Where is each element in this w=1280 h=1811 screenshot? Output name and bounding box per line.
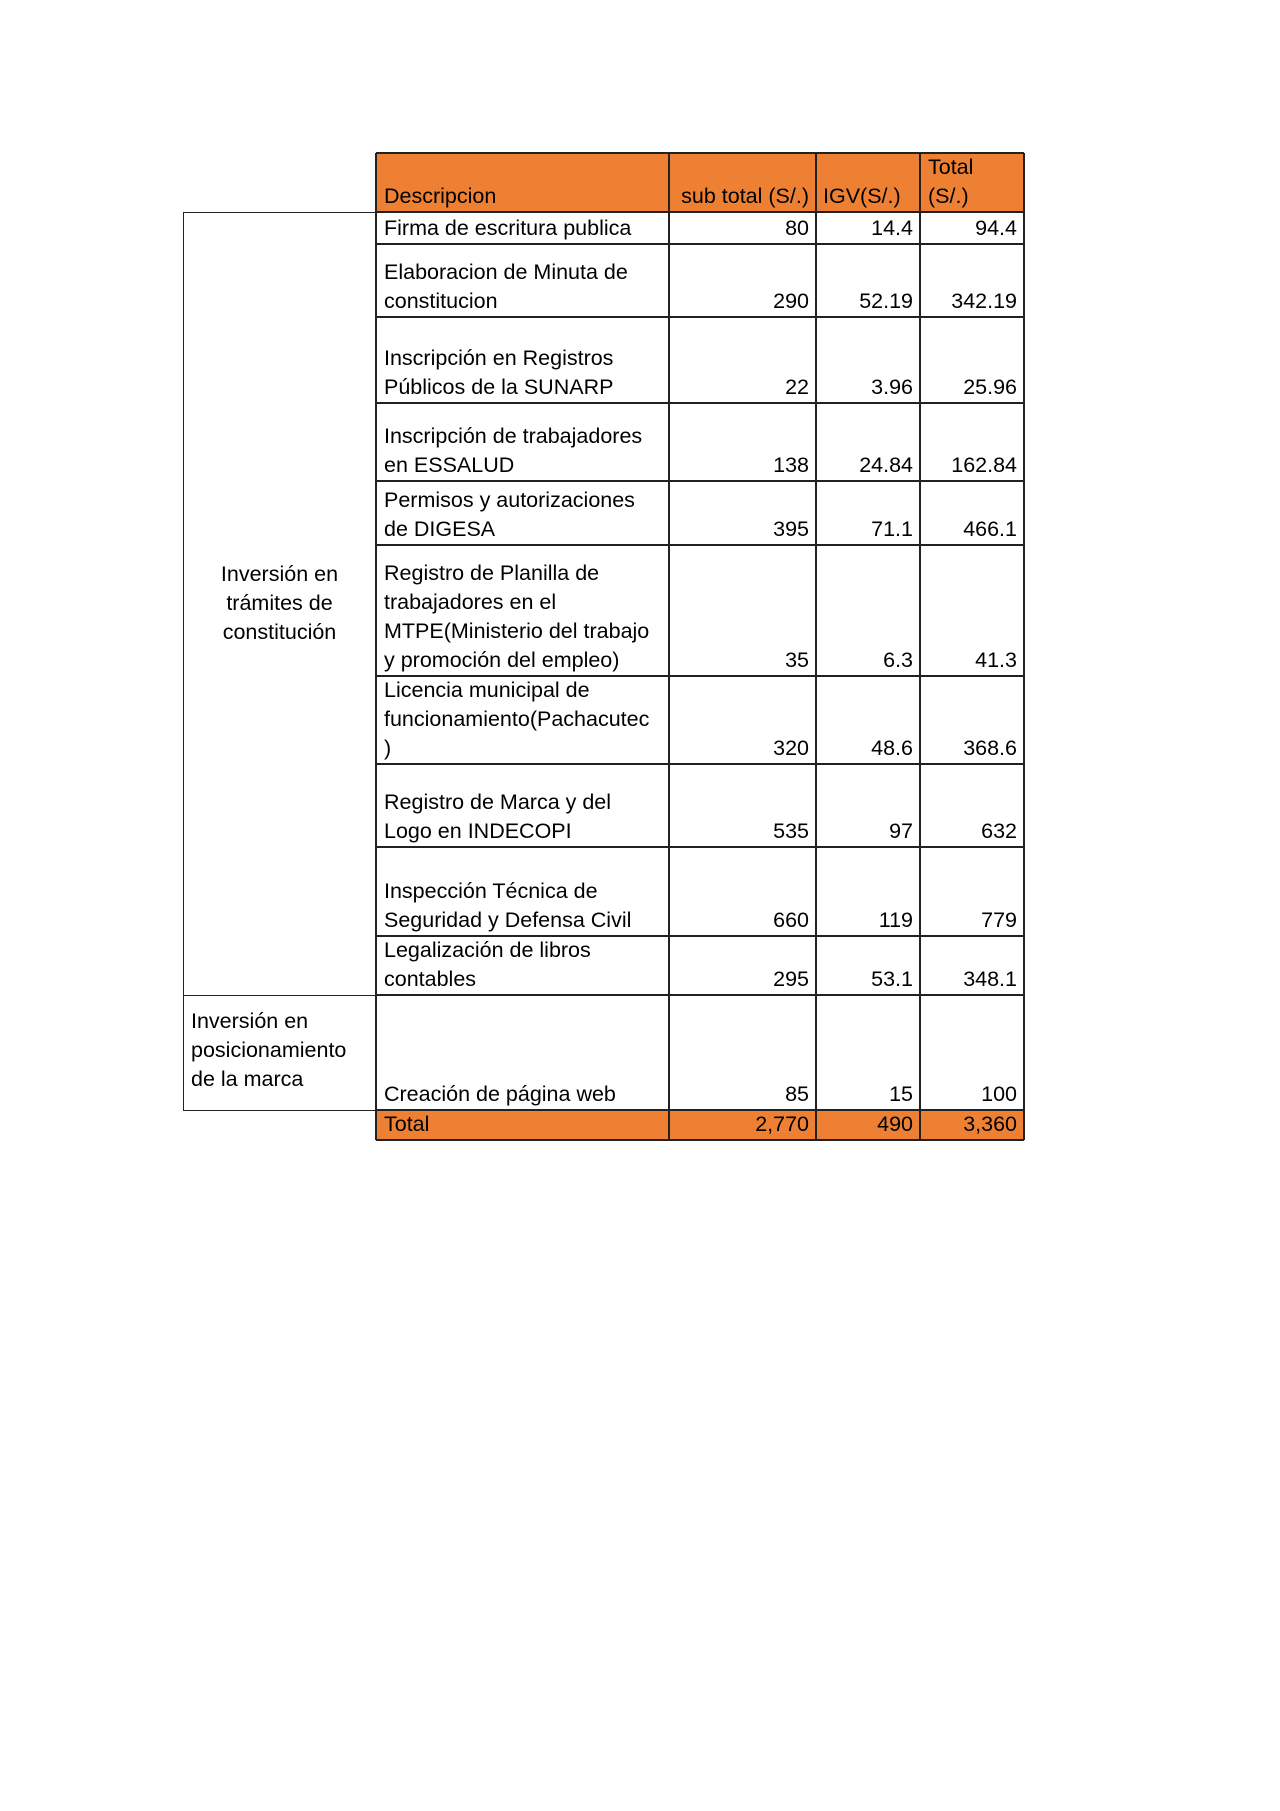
category-label: Inversión en posicionamiento de la marca <box>191 1009 347 1091</box>
row-description <box>376 545 669 676</box>
category-label: Inversión en trámites de constitución <box>220 562 339 644</box>
grid-line-horizontal <box>376 1139 1024 1141</box>
row-description-text: Inscripción de trabajadores en ESSALUD <box>384 424 643 477</box>
row-description <box>376 317 669 403</box>
row-description-text: Licencia municipal de funcionamiento(Pachacutec ) <box>384 678 650 760</box>
row-total <box>920 676 1024 764</box>
grid-line-horizontal <box>376 211 1024 213</box>
row-igv-text: 24.84 <box>859 453 913 477</box>
row-total <box>920 317 1024 403</box>
grid-line-horizontal <box>376 935 1024 937</box>
header-total <box>920 153 1024 212</box>
row-total <box>920 244 1024 317</box>
row-total <box>920 545 1024 676</box>
row-description <box>376 847 669 936</box>
row-subtotal <box>669 481 816 545</box>
row-subtotal-text: 395 <box>773 517 809 541</box>
row-igv <box>816 936 920 995</box>
grid-line-vertical <box>668 153 670 1140</box>
row-igv <box>816 764 920 847</box>
row-subtotal-text: 138 <box>773 453 809 477</box>
header-subtotal <box>669 153 816 212</box>
row-subtotal-text: 535 <box>773 819 809 843</box>
totals-label-text: Total <box>384 1112 430 1136</box>
row-description-text: Legalización de libros contables <box>384 938 591 991</box>
row-total <box>920 847 1024 936</box>
row-description <box>376 676 669 764</box>
grid-line-vertical <box>919 153 921 1140</box>
row-total-text: 162.84 <box>951 453 1017 477</box>
totals-label <box>376 1110 669 1140</box>
header-total-text: Total (S/.) <box>928 155 974 208</box>
row-igv <box>816 676 920 764</box>
totals-total <box>920 1110 1024 1140</box>
row-description-text: Inspección Técnica de Seguridad y Defensa Civil <box>384 879 632 932</box>
grid-line-horizontal <box>376 1109 1024 1111</box>
row-subtotal <box>669 936 816 995</box>
row-igv-text: 71.1 <box>871 517 913 541</box>
row-description <box>376 244 669 317</box>
grid-line-vertical <box>375 153 377 1140</box>
header-descripcion-text: Descripcion <box>384 184 497 208</box>
header-igv <box>816 153 920 212</box>
row-total <box>920 936 1024 995</box>
row-igv <box>816 244 920 317</box>
row-total-text: 100 <box>981 1082 1017 1106</box>
row-igv-text: 14.4 <box>871 216 913 240</box>
header-igv-text: IGV(S/.) <box>823 184 901 208</box>
row-igv-text: 3.96 <box>871 375 913 399</box>
row-description-text: Inscripción en Registros Públicos de la SUNARP <box>384 346 614 399</box>
row-total <box>920 403 1024 481</box>
grid-line-horizontal <box>376 846 1024 848</box>
totals-subtotal <box>669 1110 816 1140</box>
row-description-text: Firma de escritura publica <box>384 216 632 240</box>
row-igv-text: 48.6 <box>871 736 913 760</box>
totals-total-text: 3,360 <box>963 1112 1017 1136</box>
row-igv-text: 97 <box>889 819 913 843</box>
header-subtotal-text: sub total (S/.) <box>681 184 809 208</box>
row-total <box>920 212 1024 244</box>
row-total-text: 41.3 <box>975 648 1017 672</box>
totals-subtotal-text: 2,770 <box>755 1112 809 1136</box>
grid-line-horizontal <box>376 152 1024 154</box>
row-total-text: 632 <box>981 819 1017 843</box>
row-igv <box>816 545 920 676</box>
row-subtotal <box>669 676 816 764</box>
row-description-text: Permisos y autorizaciones de DIGESA <box>384 488 635 541</box>
row-total <box>920 764 1024 847</box>
category-cell <box>183 212 376 995</box>
row-subtotal <box>669 403 816 481</box>
row-subtotal <box>669 212 816 244</box>
row-subtotal-text: 660 <box>773 908 809 932</box>
row-total-text: 779 <box>981 908 1017 932</box>
row-igv <box>816 481 920 545</box>
row-description-text: Creación de página web <box>384 1082 616 1106</box>
row-description <box>376 995 669 1110</box>
row-description <box>376 403 669 481</box>
row-subtotal <box>669 244 816 317</box>
row-subtotal-text: 85 <box>785 1082 809 1106</box>
row-igv-text: 15 <box>889 1082 913 1106</box>
row-igv-text: 6.3 <box>883 648 913 672</box>
grid-line-horizontal <box>376 544 1024 546</box>
row-total-text: 342.19 <box>951 289 1017 313</box>
row-igv <box>816 995 920 1110</box>
row-description-text: Registro de Marca y del Logo en INDECOPI <box>384 790 612 843</box>
row-igv-text: 53.1 <box>871 967 913 991</box>
row-igv <box>816 317 920 403</box>
row-subtotal-text: 290 <box>773 289 809 313</box>
row-igv <box>816 403 920 481</box>
row-total <box>920 995 1024 1110</box>
row-subtotal <box>669 317 816 403</box>
totals-igv-text: 490 <box>877 1112 913 1136</box>
row-description <box>376 212 669 244</box>
row-igv <box>816 212 920 244</box>
row-total <box>920 481 1024 545</box>
row-subtotal-text: 295 <box>773 967 809 991</box>
grid-line-horizontal <box>376 316 1024 318</box>
row-igv-text: 52.19 <box>859 289 913 313</box>
row-description-text: Elaboracion de Minuta de constitucion <box>384 260 628 313</box>
row-igv-text: 119 <box>878 908 913 932</box>
row-subtotal-text: 22 <box>785 375 809 399</box>
header-descripcion <box>376 153 669 212</box>
grid-line-horizontal <box>376 402 1024 404</box>
row-subtotal-text: 80 <box>785 216 809 240</box>
row-description <box>376 764 669 847</box>
row-igv <box>816 847 920 936</box>
row-total-text: 94.4 <box>975 216 1017 240</box>
row-subtotal <box>669 764 816 847</box>
category-cell <box>183 995 376 1110</box>
totals-igv <box>816 1110 920 1140</box>
grid-line-horizontal <box>376 675 1024 677</box>
row-total-text: 466.1 <box>963 517 1017 541</box>
row-subtotal <box>669 995 816 1110</box>
grid-line-horizontal <box>376 480 1024 482</box>
row-description <box>376 481 669 545</box>
row-subtotal <box>669 545 816 676</box>
grid-line-horizontal <box>376 243 1024 245</box>
row-subtotal <box>669 847 816 936</box>
grid-line-vertical <box>815 153 817 1140</box>
grid-line-vertical <box>1023 153 1025 1140</box>
row-total-text: 348.1 <box>963 967 1017 991</box>
grid-line-horizontal <box>376 763 1024 765</box>
row-total-text: 368.6 <box>963 736 1017 760</box>
row-subtotal-text: 320 <box>773 736 809 760</box>
row-description-text: Registro de Planilla de trabajadores en el MTPE(Ministerio del trabajo y promoción del empleo) <box>384 561 650 672</box>
row-total-text: 25.96 <box>963 375 1017 399</box>
grid-line-horizontal <box>376 994 1024 996</box>
row-description <box>376 936 669 995</box>
row-subtotal-text: 35 <box>785 648 809 672</box>
